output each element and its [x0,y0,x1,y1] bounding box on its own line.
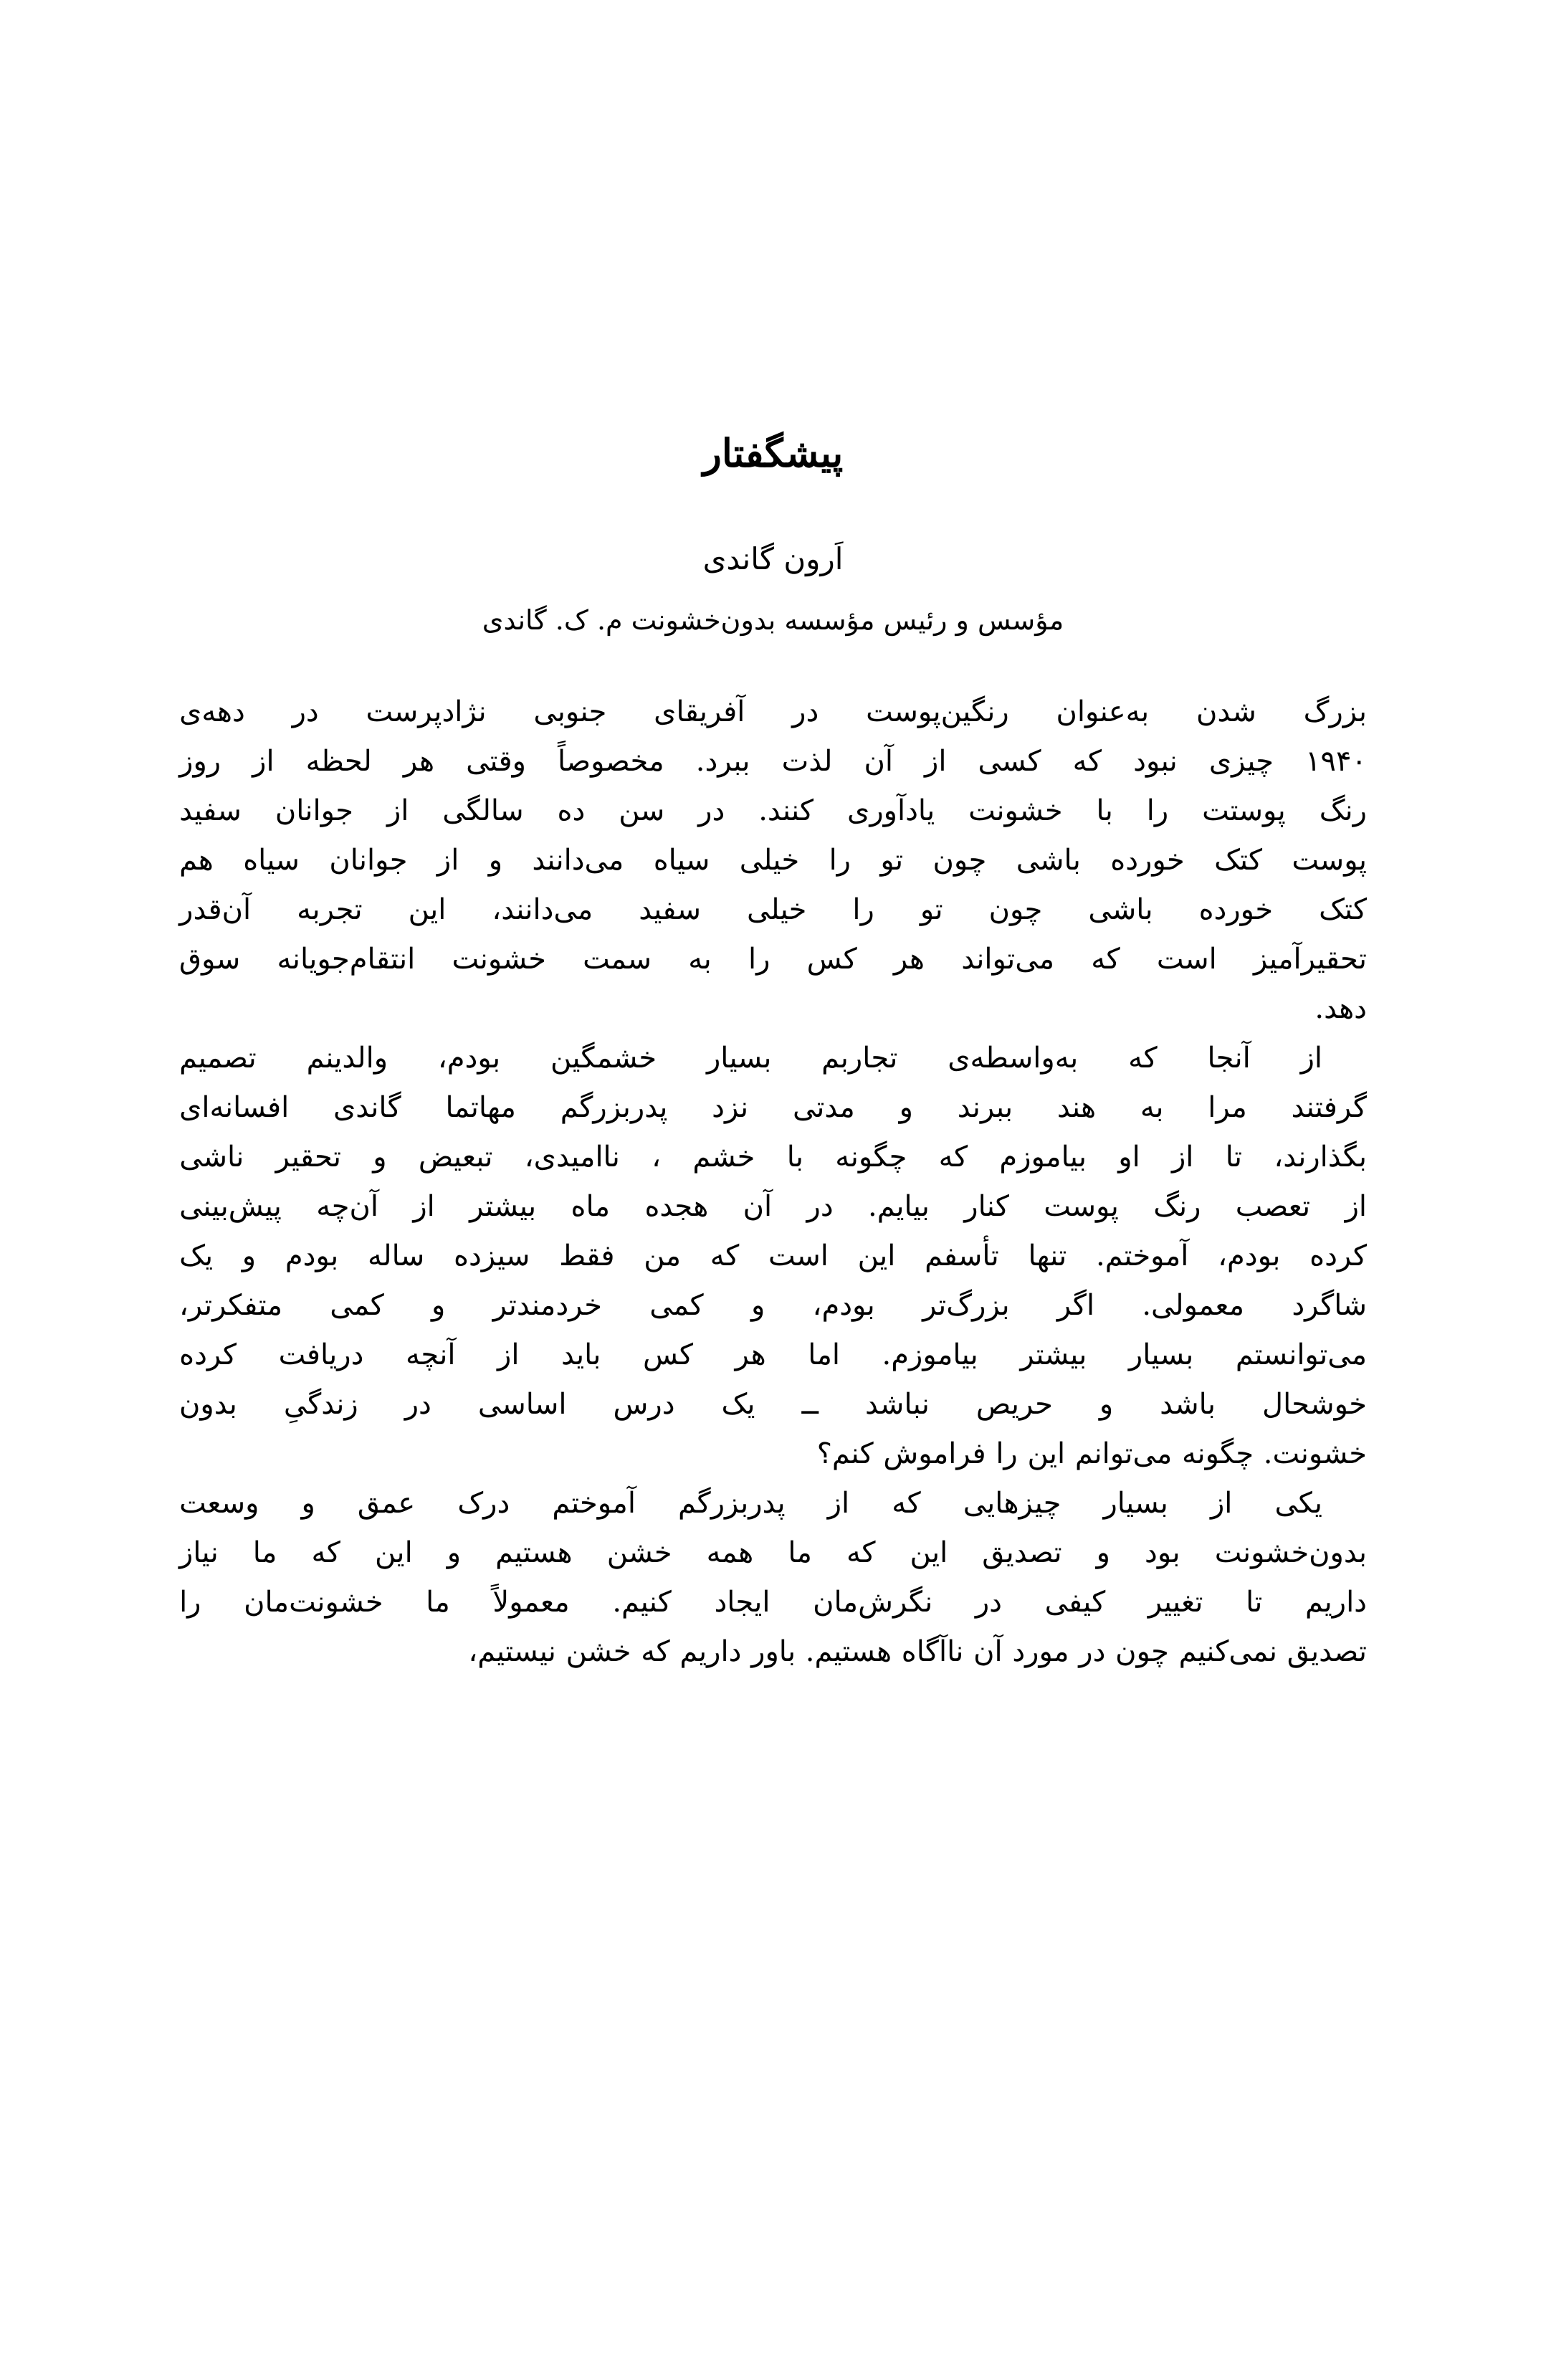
paragraph [179,687,1367,1034]
body-text [179,687,1367,1677]
author-role: مؤسس و رئیس مؤسسه بدون‌خشونت م. ک. گاندی [482,604,1064,637]
author-name: اَرون گاندی [702,541,844,576]
text-line: تحقیرآمیز است که می‌تواند هر کس را به سمت خشونت انتقام‌جویانه سوق [179,942,1367,976]
text-line: رنگ پوستت را با خشونت یادآوری کنند. در سن ده سالگی از جوانان سفید [179,794,1367,827]
text-line: پوست کتک خورده باشی چون تو را خیلی سیاه می‌دانند و از جوانان سیاه هم [179,843,1367,877]
text-line: بزرگ شدن به‌عنوان رنگین‌پوست در آفریقای جنوبی نژادپرست در دهه‌ی [179,695,1367,728]
paragraph [179,1034,1367,1479]
text-line: گرفتند مرا به هند ببرند و مدتی نزد پدربزرگم مهاتما گاندی افسانه‌ای [179,1090,1367,1124]
page-title: پیشگفتار [702,430,844,476]
text-line: کتک خورده باشی چون تو را خیلی سفید می‌دانند، این تجربه آن‌قدر [179,892,1367,926]
text-line: می‌توانستم بسیار بیشتر بیاموزم. اما هر کس باید از آنچه دریافت کرده [179,1338,1367,1371]
text-line: شاگرد معمولی. اگر بزرگ‌تر بودم، و کمی خردمندتر و کمی متفکرتر، [179,1288,1367,1322]
text-line: خشونت. چگونه می‌توانم این را فراموش کنم؟ [816,1437,1367,1470]
text-line: بدون‌خشونت بود و تصدیق این که ما همه خشن هستیم و این که ما نیاز [179,1536,1367,1569]
text-line: خوشحال باشد و حریص نباشد ــ یک درس اساسی در زندگیِ بدون [179,1387,1367,1421]
text-line: دهد. [1314,991,1367,1025]
text-line: از آنجا که به‌واسطه‌ی تجاربم بسیار خشمگین بودم، والدینم تصمیم [179,1041,1322,1075]
text-line: تصدیق نمی‌کنیم چون در مورد آن ناآگاه هستیم. باور داریم که خشن نیستیم، [468,1634,1367,1668]
text-line: یکی از بسیار چیزهایی که از پدربزرگم آموختم درک عمق و وسعت [179,1486,1322,1520]
text-line: داریم تا تغییر کیفی در نگرش‌مان ایجاد کنیم. معمولاً ما خشونت‌مان را [179,1585,1367,1619]
page-content [179,430,1367,1677]
text-line: از تعصب رنگ پوست کنار بیایم. در آن هجده ماه بیشتر از آن‌چه پیش‌بینی [179,1189,1367,1223]
text-line: کرده بودم، آموختم. تنها تأسفم این است که من فقط سیزده ساله بودم و یک [179,1239,1367,1272]
text-line: ۱۹۴۰ چیزی نبود که کسی از آن لذت ببرد. مخصوصاً وقتی هر لحظه از روز [179,744,1367,778]
text-line: بگذارند، تا از او بیاموزم که چگونه با خشم ، ناامیدی، تبعیض و تحقیر ناشی [179,1140,1367,1174]
paragraph [179,1479,1367,1677]
